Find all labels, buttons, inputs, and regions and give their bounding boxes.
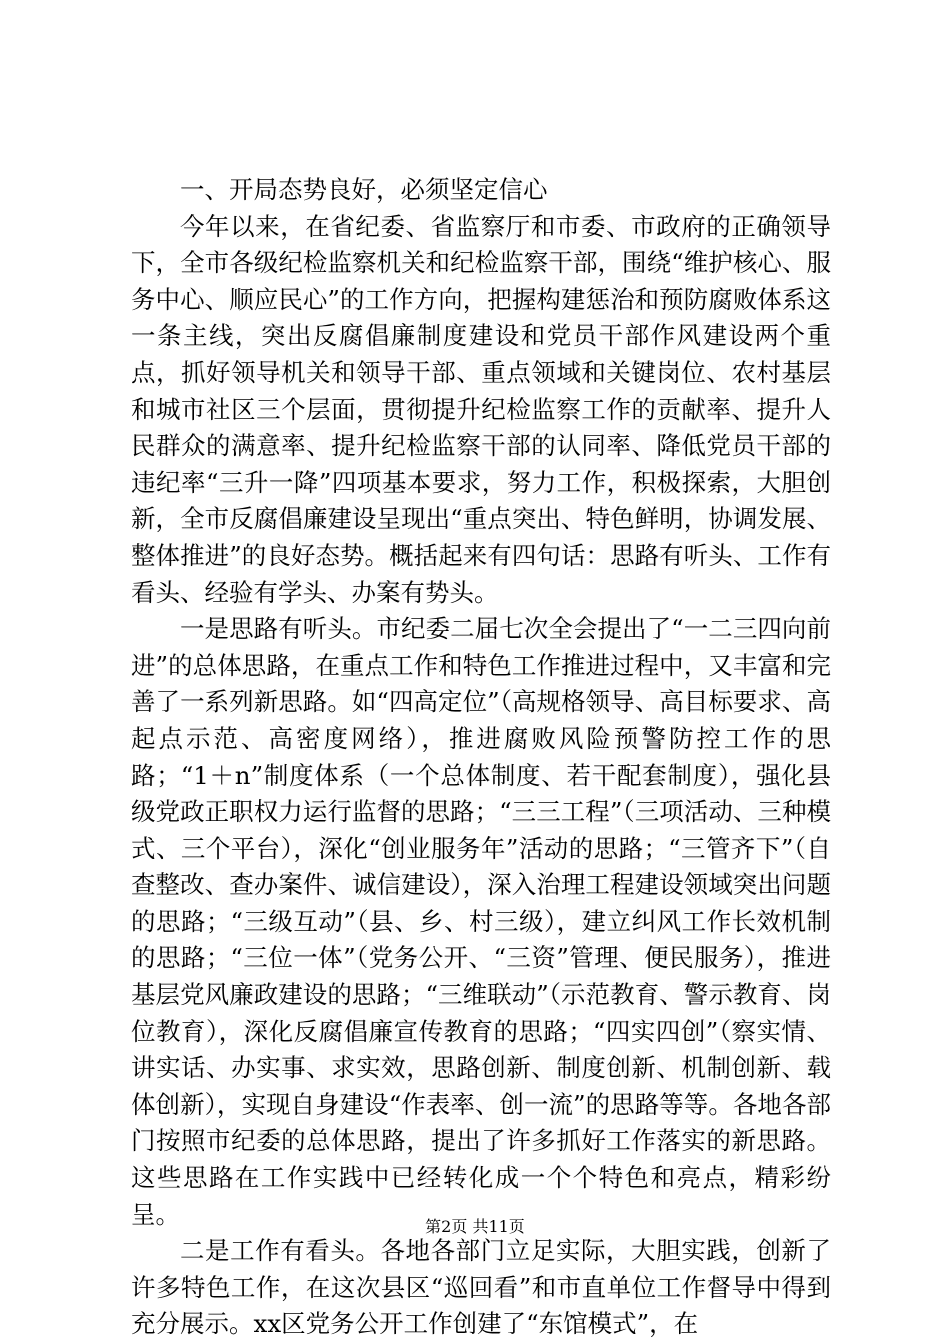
paragraph-intro: 今年以来，在省纪委、省监察厅和市委、市政府的正确领导下，全市各级纪检监察机关和纪检监察干部，围绕“维护核心、服务中心、顺应民心”的工作方向，把握构建惩治和预防腐败体系这一条主线，突出反腐倡廉制度建设和党员干部作风建设两个重点，抓好领导机关和领导干部、重点领域和关键岗位、农村基层和城市社区三个层面，贯彻提升纪检监察工作的贡献率、提升人民群众的满意率、提升纪检监察干部的认同率、降低党员干部的违纪率“三升一降”四项基本要求，努力工作，积极探索，大胆创新，全市反腐倡廉建设呈现出“重点突出、特色鲜明，协调发展、整体推进”的良好态势。概括起来有四句话：思路有听头、工作有看头、经验有学头、办案有势头。 [131,211,831,607]
document-body [131,172,831,1343]
paragraph-ideas: 一是思路有听头。市纪委二届七次全会提出了“一二三四向前进”的总体思路，在重点工作和特色工作推进过程中，又丰富和完善了一系列新思路。如“四高定位”（高规格领导、高目标要求、高起点示范、高密度网络），推进腐败风险预警防控工作的思路；“1＋n”制度体系（一个总体制度、若干配套制度），强化县级党政正职权力运行监督的思路；“三三工程”（三项活动、三种模式、三个平台），深化“创业服务年”活动的思路；“三管齐下”（自查整改、查办案件、诚信建设），深入治理工程建设领域突出问题的思路；“三级互动”（县、乡、村三级），建立纠风工作长效机制的思路；“三位一体”（党务公开、“三资”管理、便民服务），推进基层党风廉政建设的思路；“三维联动”（示范教育、警示教育、岗位教育），深化反腐倡廉宣传教育的思路；“四实四创”（察实情、讲实话、办实事、求实效，思路创新、制度创新、机制创新、载体创新），实现自身建设“作表率、创一流”的思路等等。各地各部门按照市纪委的总体思路，提出了许多抓好工作落实的新思路。这些思路在工作实践中已经转化成一个个特色和亮点，精彩纷呈。 [131,614,831,1229]
paragraph-work: 二是工作有看头。各地各部门立足实际，大胆实践，创新了许多特色工作，在这次县区“巡回看”和市直单位工作督导中得到充分展示。xx区党务公开工作创建了“东馆模式”，在 [131,1236,831,1339]
section-heading: 一、开局态势良好，必须坚定信心 [180,175,548,204]
page-number-footer: 第2页 共11页 [425,1217,525,1236]
